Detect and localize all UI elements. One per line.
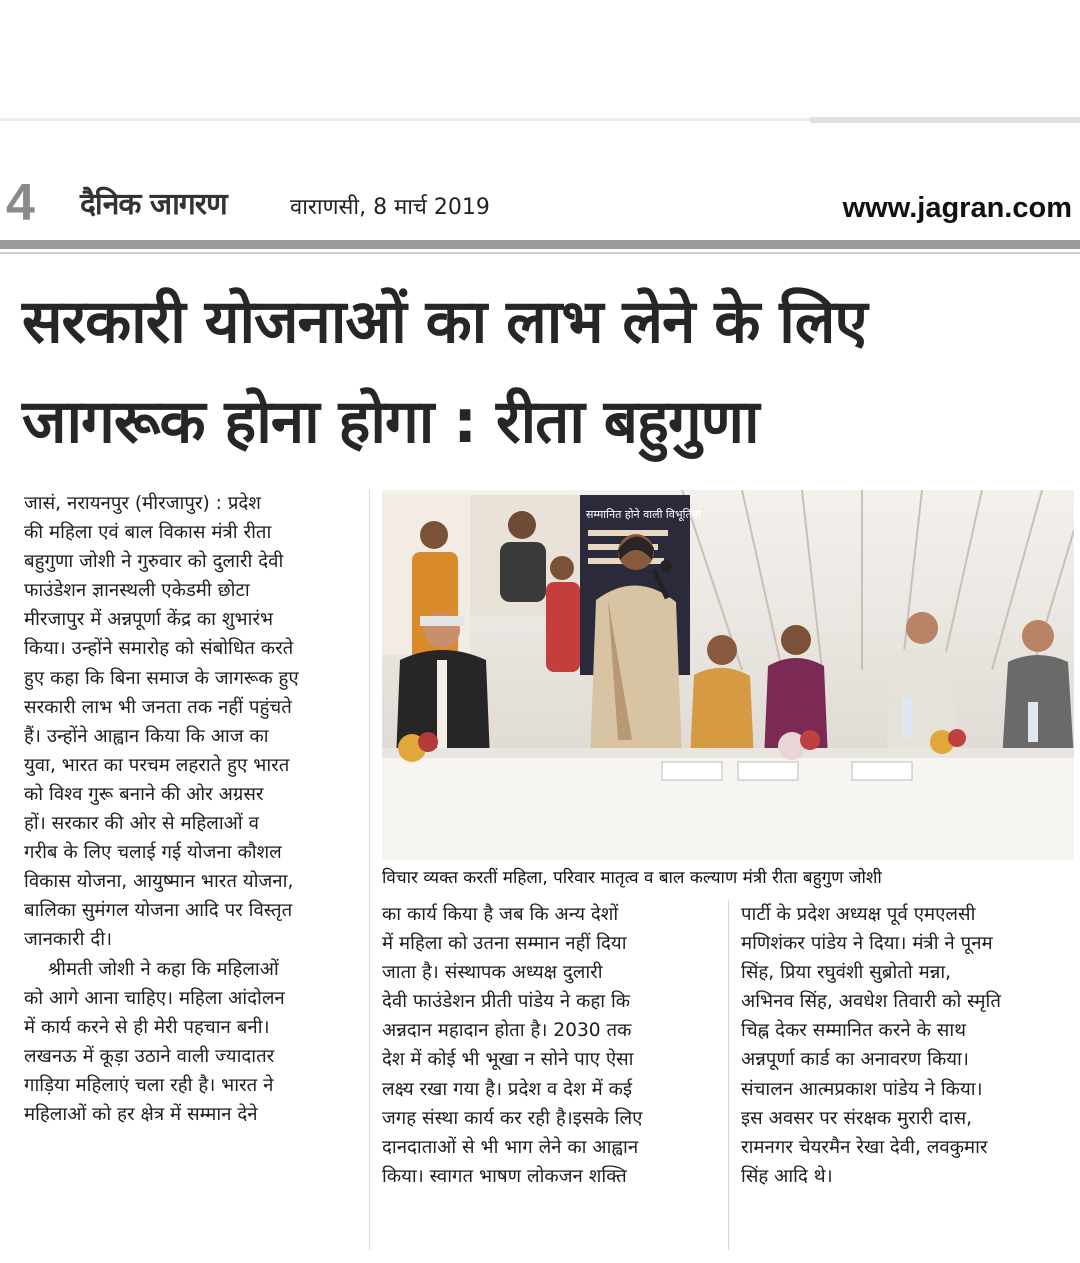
article-line: विकास योजना, आयुष्मान भारत योजना, — [24, 871, 294, 893]
article-line: किया। स्वागत भाषण लोकजन शक्ति — [382, 1165, 627, 1187]
masthead-rule-thin — [0, 252, 1080, 254]
article-line: देश में कोई भी भूखा न सोने पाए ऐसा — [382, 1049, 634, 1071]
photo-caption: विचार व्यक्त करतीं महिला, परिवार मातृत्व व बाल कल्याण मंत्री रीता बहुगुण जोशी — [382, 868, 882, 888]
article-line: की महिला एवं बाल विकास मंत्री रीता — [24, 522, 272, 544]
article-line: इस अवसर पर संरक्षक मुरारी दास, — [741, 1107, 973, 1129]
article-line: हुए कहा कि बिना समाज के जागरूक हुए — [24, 667, 299, 689]
article-line: सिंह आदि थे। — [741, 1165, 833, 1187]
article-line: संचालन आत्मप्रकाश पांडेय ने किया। — [741, 1078, 983, 1100]
headline — [22, 272, 1072, 472]
event-photo — [382, 490, 1074, 860]
column-divider-1 — [369, 490, 370, 1250]
masthead-rule — [0, 240, 1080, 249]
article-line: रामनगर चेयरमैन रेखा देवी, लवकुमार — [741, 1136, 988, 1158]
article-line: जगह संस्था कार्य कर रही है।इसके लिए — [382, 1107, 643, 1129]
article-line: चिह्न देकर सम्मानित करने के साथ — [741, 1020, 967, 1042]
article-line: अभिनव सिंह, अवधेश तिवारी को स्मृति — [741, 991, 1001, 1013]
article-column-1 — [24, 489, 356, 1129]
article-line: सिंह, प्रिया रघुवंशी सुब्रोतो मन्ना, — [741, 962, 952, 984]
top-rule-accent — [810, 117, 1080, 123]
article-line: मीरजापुर में अन्नपूर्णा केंद्र का शुभारंभ — [24, 609, 274, 631]
article-line: श्रीमती जोशी ने कहा कि महिलाओं — [48, 958, 279, 980]
article-line: युवा, भारत का परचम लहराते हुए भारत — [24, 754, 290, 776]
article-line: जाता है। संस्थापक अध्यक्ष दुलारी — [382, 962, 603, 984]
article-line: फाउंडेशन ज्ञानस्थली एकेडमी छोटा — [24, 580, 250, 602]
article-line: हैं। उन्होंने आह्वान किया कि आज का — [24, 725, 269, 747]
article-line: अन्नपूर्णा कार्ड का अनावरण किया। — [741, 1049, 969, 1071]
article-line: हों। सरकार की ओर से महिलाओं व — [24, 813, 259, 835]
page-number: 4 — [6, 174, 35, 232]
article-line: दानदाताओं से भी भाग लेने का आह्वान — [382, 1136, 639, 1158]
article-line: अन्नदान महादान होता है। 2030 तक — [382, 1020, 632, 1042]
masthead — [0, 175, 1080, 235]
article-column-3 — [741, 900, 1075, 1191]
article-column-2 — [382, 900, 716, 1191]
article-line: सरकारी लाभ भी जनता तक नहीं पहुंचते — [24, 696, 292, 718]
newspaper-name: दैनिक जागरण — [80, 187, 227, 222]
article-line: गरीब के लिए चलाई गई योजना कौशल — [24, 842, 282, 864]
article-line: को आगे आना चाहिए। महिला आंदोलन — [24, 987, 285, 1009]
headline-line-1: सरकारी योजनाओं का लाभ लेने के लिए — [22, 287, 867, 357]
article-line: बालिका सुमंगल योजना आदि पर विस्तृत — [24, 900, 293, 922]
article-line: लखनऊ में कूड़ा उठाने वाली ज्यादातर — [24, 1045, 275, 1067]
headline-line-2: जागरूक होना होगा : रीता बहुगुणा — [22, 387, 759, 457]
article-line: मणिशंकर पांडेय ने दिया। मंत्री ने पूनम — [741, 933, 993, 955]
event-photo-illustration — [382, 490, 1074, 860]
article-line: देवी फाउंडेशन प्रीती पांडेय ने कहा कि — [382, 991, 631, 1013]
top-blank-area — [0, 0, 1080, 118]
banner-text: सम्मानित होने वाली विभूतियां — [586, 508, 701, 521]
article-line: पार्टी के प्रदेश अध्यक्ष पूर्व एमएलसी — [741, 904, 976, 925]
article-line: बहुगुणा जोशी ने गुरुवार को दुलारी देवी — [24, 551, 284, 573]
article-line: को विश्व गुरू बनाने की ओर अग्रसर — [24, 783, 264, 805]
column-divider-2 — [728, 900, 729, 1250]
article-line: में कार्य करने से ही मेरी पहचान बनी। — [24, 1016, 270, 1038]
article-line: का कार्य किया है जब कि अन्य देशों — [382, 904, 619, 925]
article-line: में महिला को उतना सम्मान नहीं दिया — [382, 933, 627, 955]
article-line: जानकारी दी। — [24, 929, 113, 951]
article-line: जासं, नरायनपुर (मीरजापुर) : प्रदेश — [24, 493, 261, 514]
article-line: गाड़िया महिलाएं चला रही है। भारत ने — [24, 1074, 274, 1096]
article-line: लक्ष्य रखा गया है। प्रदेश व देश में कई — [382, 1078, 633, 1100]
edition-date: वाराणसी, 8 मार्च 2019 — [290, 195, 490, 220]
website-url: www.jagran.com — [842, 192, 1072, 224]
article-line: महिलाओं को हर क्षेत्र में सम्मान देने — [24, 1103, 258, 1125]
article-line: किया। उन्होंने समारोह को संबोधित करते — [24, 638, 294, 660]
